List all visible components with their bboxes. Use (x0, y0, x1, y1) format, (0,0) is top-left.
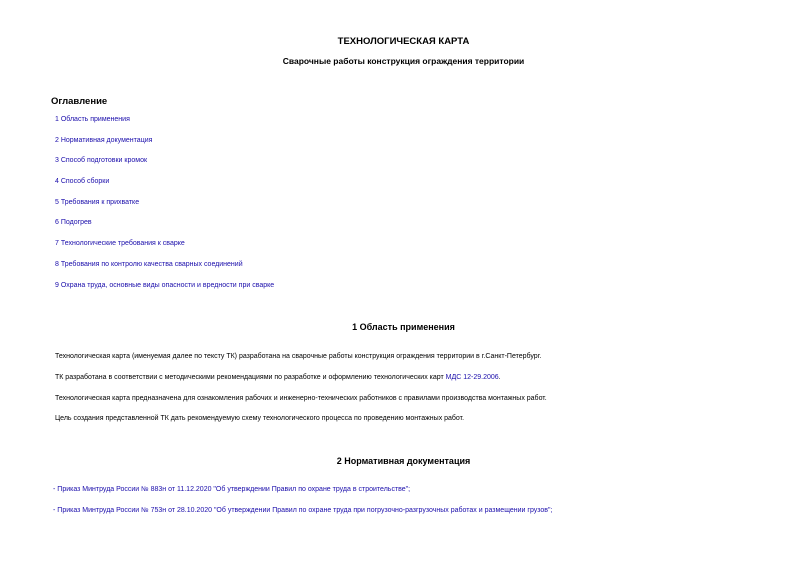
toc-item (55, 218, 274, 239)
toc-link-6[interactable]: 6 Подогрев (55, 219, 92, 227)
toc-item (55, 115, 274, 136)
reference-item-1 (53, 485, 410, 495)
paragraph-text-end: . (498, 374, 501, 381)
toc-link-7[interactable]: 7 Технологические требования к сварке (55, 240, 185, 248)
toc-heading: Оглавление (51, 96, 108, 107)
reference-link-1[interactable]: Приказ Минтруда России № 883н от 11.12.2020 "Об утверждении Правил по охране труда в строительстве" (57, 486, 409, 493)
paragraph-text: ТК разработана в соответствии с методическими рекомендациями по разработке и оформлению технологических карт (55, 374, 446, 381)
document-subtitle: Сварочные работы конструкция ограждения территории (282, 56, 525, 66)
section-1-heading: 1 Область применения (352, 322, 455, 332)
toc-item (55, 260, 274, 281)
toc-item (55, 136, 274, 157)
reference-item-2 (53, 506, 552, 516)
section-2-heading: 2 Нормативная документация (336, 456, 471, 466)
toc-link-8[interactable]: 8 Требования по контролю качества сварных соединений (55, 260, 243, 268)
section-1-paragraph-4: Цель создания представленной ТК дать рекомендуемую схему технологического процесса по проведению монтажных работ. (55, 415, 465, 422)
toc-link-4[interactable]: 4 Способ сборки (55, 178, 110, 186)
toc-item (55, 177, 274, 198)
toc-link-2[interactable]: 2 Нормативная документация (55, 136, 153, 144)
section-1-paragraph-2 (55, 373, 501, 383)
toc-link-5[interactable]: 5 Требования к прихватке (55, 198, 140, 206)
toc-link-9[interactable]: 9 Охрана труда, основные виды опасности и вредности при сварке (55, 281, 275, 289)
section-1-paragraph-1: Технологическая карта (именуемая далее по тексту ТК) разработана на сварочные работы конструкция ограждения территории в г.Санкт-Петербург. (55, 353, 542, 360)
toc-link-1[interactable]: 1 Область применения (55, 116, 130, 123)
reference-suffix: ; (408, 486, 411, 493)
toc-item (55, 156, 274, 177)
toc-item (55, 239, 274, 260)
reference-prefix: - (53, 507, 58, 514)
reference-suffix: ; (550, 507, 553, 514)
reference-prefix: - (53, 486, 58, 493)
section-1-paragraph-3: Технологическая карта предназначена для ознакомления рабочих и инженерно-технических работников с правилами производства монтажных работ. (55, 395, 547, 402)
toc-link-3[interactable]: 3 Способ подготовки кромок (55, 157, 148, 165)
mds-link[interactable]: МДС 12-29.2006 (445, 374, 499, 381)
reference-link-2[interactable]: Приказ Минтруда России № 753н от 28.10.2020 "Об утверждении Правил по охране труда при погрузочно-разгрузочных работах и размещении грузов" (57, 507, 551, 514)
toc-item (55, 198, 274, 219)
toc-item (55, 281, 274, 302)
document-title: ТЕХНОЛОГИЧЕСКАЯ КАРТА (337, 36, 470, 47)
toc-list (55, 115, 274, 301)
